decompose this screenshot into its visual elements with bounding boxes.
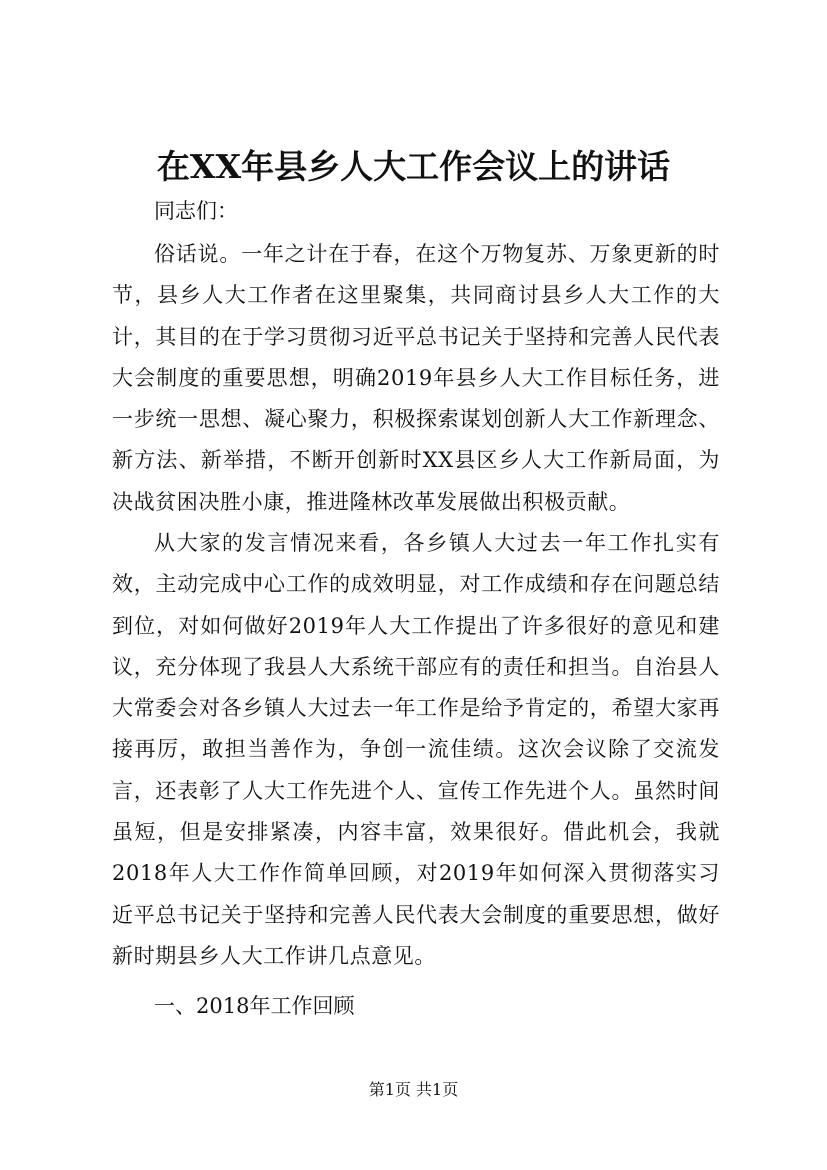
paragraph-1-block xyxy=(112,234,720,523)
paragraph-2-block xyxy=(112,523,720,977)
paragraph-1: 俗话说。一年之计在于春，在这个万物复苏、万象更新的时节，县乡人大工作者在这里聚集，共同商讨县乡人大工作的大计，其目的在于学习贯彻习近平总书记关于坚持和完善人民代表大会制度的重要思想，明确2019年县乡人大工作目标任务，进一步统一思想、凝心聚力，积极探索谋划创新人大工作新理念、新方法、新举措，不断开创新时XX县区乡人大工作新局面，为决战贫困决胜小康，推进隆林改革发展做出积极贡献。 xyxy=(112,242,720,514)
paragraph-2: 从大家的发言情况来看，各乡镇人大过去一年工作扎实有效，主动完成中心工作的成效明显，对工作成绩和存在问题总结到位，对如何做好2019年人大工作提出了许多很好的意见和建议，充分体现了我县人大系统干部应有的责任和担当。自治县人大常委会对各乡镇人大过去一年工作是给予肯定的，希望大家再接再厉，敢担当善作为，争创一流佳绩。这次会议除了交流发言，还表彰了人大工作先进个人、宣传工作先进个人。虽然时间虽短，但是安排紧凑，内容丰富，效果很好。借此机会，我就2018年人大工作作简单回顾，对2019年如何深入贯彻落实习近平总书记关于坚持和完善人民代表大会制度的重要思想，做好新时期县乡人大工作讲几点意见。 xyxy=(112,531,720,968)
section-heading: 一、2018年工作回顾 xyxy=(154,994,355,1018)
page-footer: 第1页 共1页 xyxy=(368,1080,459,1099)
document-title: 在XX年县乡人大工作会议上的讲话 xyxy=(156,147,671,186)
salutation: 同志们： xyxy=(154,199,238,223)
